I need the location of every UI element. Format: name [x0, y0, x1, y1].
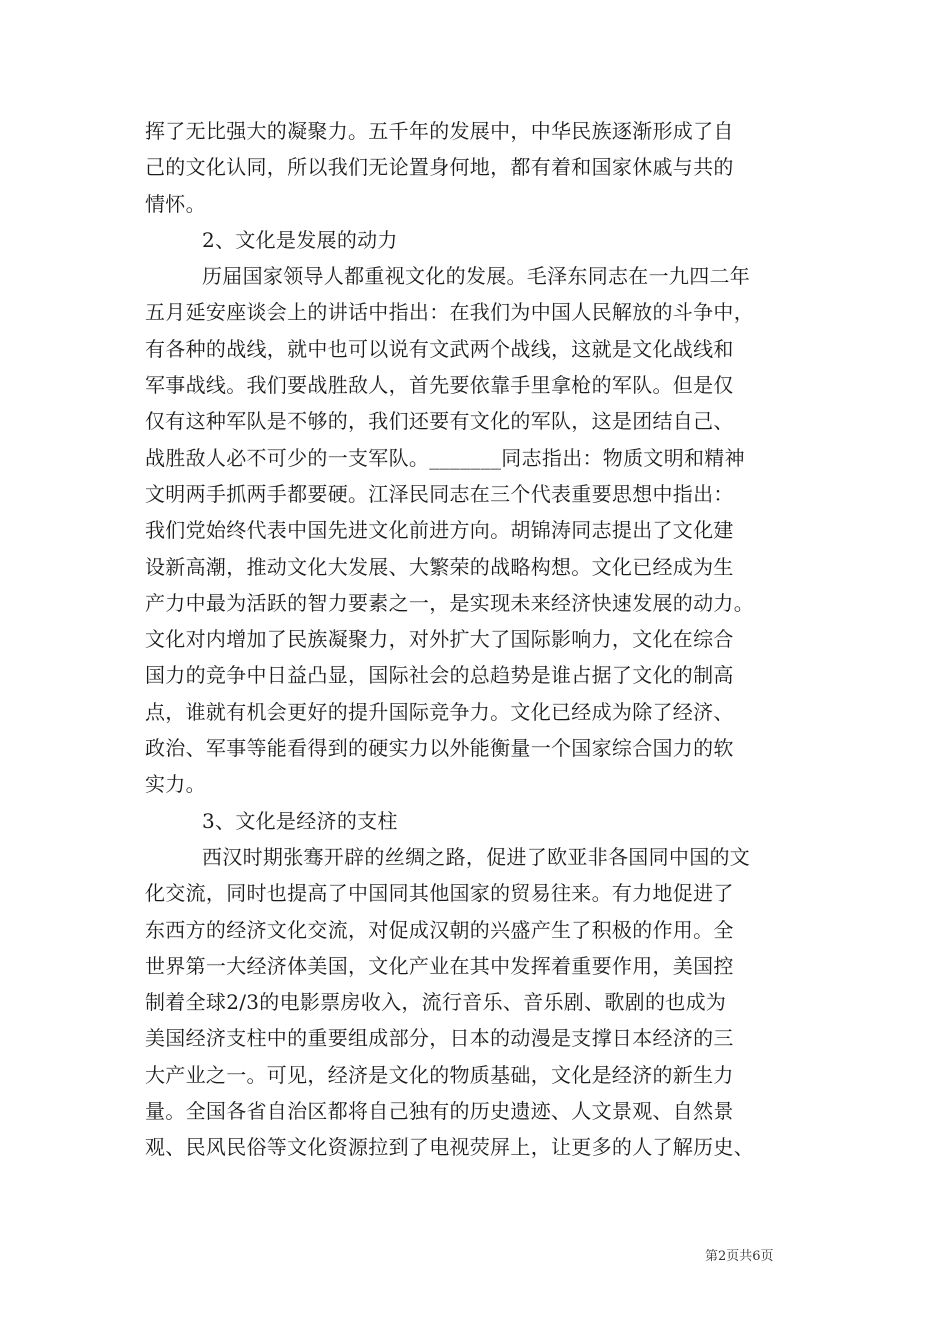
- section-heading: 3、文化是经济的支柱: [202, 808, 398, 833]
- text-line: 我们党始终代表中国先进文化前进方向。胡锦涛同志提出了文化建: [145, 518, 734, 543]
- body-text: [145, 113, 825, 1166]
- text-line: 政治、军事等能看得到的硬实力以外能衡量一个国家综合国力的软: [145, 736, 734, 761]
- text-line: 国力的竞争中日益凸显，国际社会的总趋势是谁占据了文化的制高: [145, 663, 734, 688]
- text-line: 西汉时期张骞开辟的丝绸之路，促进了欧亚非各国同中国的文: [202, 844, 751, 869]
- text-line: 设新高潮，推动文化大发展、大繁荣的战略构想。文化已经成为生: [145, 554, 734, 579]
- text-line: 仅有这种军队是不够的，我们还要有文化的军队，这是团结自己、: [145, 409, 734, 434]
- text-line: 制着全球2/3的电影票房收入，流行音乐、音乐剧、歌剧的也成为: [145, 990, 727, 1015]
- text-line: 有各种的战线，就中也可以说有文武两个战线，这就是文化战线和: [145, 336, 734, 361]
- text-line: 五月延安座谈会上的讲话中指出：在我们为中国人民解放的斗争中，: [145, 300, 754, 325]
- text-line: 观、民风民俗等文化资源拉到了电视荧屏上，让更多的人了解历史、: [145, 1135, 754, 1160]
- text-line: 挥了无比强大的凝聚力。五千年的发展中，中华民族逐渐形成了自: [145, 119, 734, 143]
- text-line: 化交流，同时也提高了中国同其他国家的贸易往来。有力地促进了: [145, 881, 734, 906]
- text-line: 东西方的经济文化交流，对促成汉朝的兴盛产生了积极的作用。全: [145, 917, 734, 942]
- section-heading: 2、文化是发展的动力: [202, 227, 398, 252]
- text-line: 文化对内增加了民族凝聚力，对外扩大了国际影响力，文化在综合: [145, 627, 734, 652]
- text-line: 文明两手抓两手都要硬。江泽民同志在三个代表重要思想中指出：: [145, 481, 734, 506]
- page-number: 第2页共6页: [705, 1249, 774, 1264]
- text-line: 军事战线。我们要战胜敌人，首先要依靠手里拿枪的军队。但是仅: [145, 373, 734, 398]
- text-line: 实力。: [145, 772, 206, 797]
- text-line: 世界第一大经济体美国，文化产业在其中发挥着重要作用，美国控: [145, 953, 734, 978]
- text-line: 历届国家领导人都重视文化的发展。毛泽东同志在一九四二年: [202, 264, 751, 289]
- text-line: 产力中最为活跃的智力要素之一，是实现未来经济快速发展的动力。: [145, 590, 754, 615]
- text-line: 美国经济支柱中的重要组成部分，日本的动漫是支撑日本经济的三: [145, 1026, 734, 1051]
- text-line: 己的文化认同，所以我们无论置身何地，都有着和国家休戚与共的: [145, 155, 734, 180]
- text-line: 战胜敌人必不可少的一支军队。_______同志指出：物质文明和精神: [145, 445, 745, 470]
- text-line: 大产业之一。可见，经济是文化的物质基础，文化是经济的新生力: [145, 1062, 734, 1087]
- text-line: 量。全国各省自治区都将自己独有的历史遗迹、人文景观、自然景: [145, 1099, 734, 1124]
- text-line: 点，谁就有机会更好的提升国际竞争力。文化已经成为除了经济、: [145, 699, 734, 724]
- text-line: 情怀。: [145, 191, 206, 216]
